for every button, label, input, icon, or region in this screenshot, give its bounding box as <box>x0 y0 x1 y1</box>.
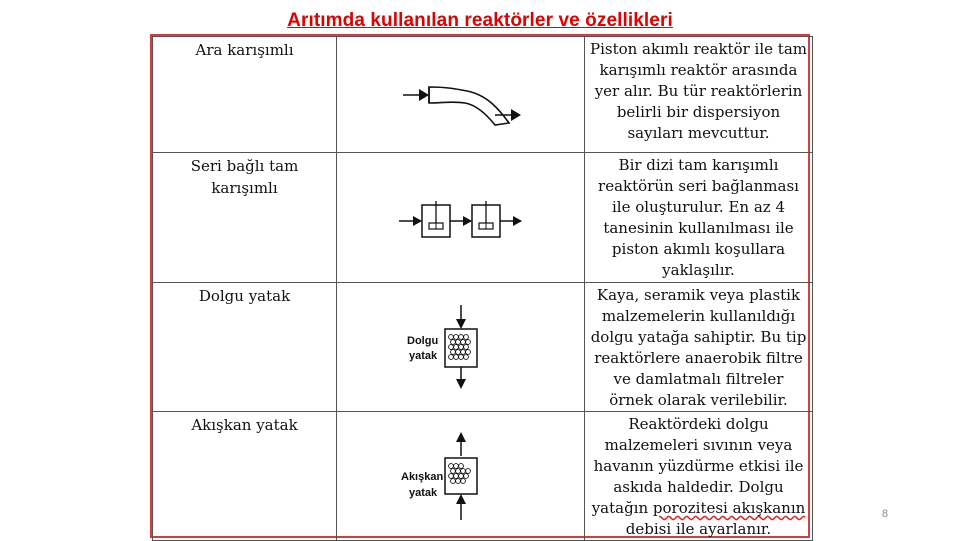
table-row <box>153 412 813 541</box>
reactor-name: Ara karışımlı <box>195 41 294 59</box>
packing-media <box>449 335 471 360</box>
description-line: örnek olarak verilebilir. <box>609 391 788 409</box>
description-line-prefix: yatağın <box>591 499 653 517</box>
table-row <box>153 283 813 412</box>
reactor-name: karışımlı <box>211 179 278 197</box>
reactor-description-cell <box>585 153 813 283</box>
page-number: 8 <box>881 508 888 520</box>
reactor-description-cell <box>585 412 813 541</box>
diagram-label: yatak <box>409 487 438 499</box>
series-cstr-diagram <box>337 153 585 283</box>
reactor-name-cell <box>153 412 337 541</box>
diagram-cell <box>337 153 585 283</box>
description-line: dolgu yatağa sahiptir. Bu tip <box>590 328 807 346</box>
description-line <box>589 498 808 519</box>
reactor-name: Seri bağlı tam <box>190 157 299 175</box>
table-row <box>153 37 813 153</box>
reactor-description-cell <box>585 37 813 153</box>
reactor-name: Dolgu yatak <box>198 287 291 305</box>
diagram-label: Dolgu <box>407 335 439 347</box>
description-line: Piston akımlı reaktör ile tam <box>589 40 807 58</box>
description-line: askıda haldedir. Dolgu <box>613 478 784 496</box>
reactor-description-cell <box>585 283 813 412</box>
reactor-name: Akışkan yatak <box>191 416 298 434</box>
description-line: tanesinin kullanılması ile <box>603 219 794 237</box>
reactor-name-cell <box>153 283 337 412</box>
fluidized-bed-diagram <box>337 412 585 539</box>
description-line: reaktörün seri bağlanması <box>598 177 799 195</box>
description-line: ve damlatmalı filtreler <box>613 370 784 388</box>
packed-bed-diagram <box>337 283 585 410</box>
description-line: piston akımlı koşullara <box>611 240 786 258</box>
description-line: malzemeleri sıvının veya <box>604 436 793 454</box>
intermediate-mixing-diagram <box>337 37 585 153</box>
diagram-label: yatak <box>409 350 438 362</box>
reactor-name-cell <box>153 37 337 153</box>
description-line: belirli bir dispersiyon <box>616 103 781 121</box>
description-line: malzemelerin kullanıldığı <box>601 307 796 325</box>
reactor-table <box>150 34 810 538</box>
description-line: Bir dizi tam karışımlı <box>618 156 779 174</box>
description-line: sayıları mevcuttur. <box>627 124 770 142</box>
description-line-spellcheck-word: porozitesi akışkanın <box>652 499 806 517</box>
description-line: havanın yüzdürme etkisi ile <box>593 457 804 475</box>
description-line: debisi ile ayarlanır. <box>625 520 772 538</box>
description-line: karışımlı reaktör arasında <box>599 61 798 79</box>
description-line: Kaya, seramik veya plastik <box>596 286 801 304</box>
description-line: yer alır. Bu tür reaktörlerin <box>594 82 803 100</box>
description-line: yaklaşılır. <box>662 261 735 279</box>
description-line: ile oluşturulur. En az 4 <box>612 198 785 216</box>
description-line: reaktörlere anaerobik filtre <box>594 349 803 367</box>
diagram-label: Akışkan <box>401 471 444 483</box>
diagram-cell <box>337 412 585 541</box>
slide-title: Arıtımda kullanılan reaktörler ve özellikleri <box>287 10 673 31</box>
reactor-name-cell <box>153 153 337 283</box>
diagram-cell <box>337 283 585 412</box>
table-row <box>153 153 813 283</box>
description-line: Reaktördeki dolgu <box>628 415 769 433</box>
diagram-cell <box>337 37 585 153</box>
